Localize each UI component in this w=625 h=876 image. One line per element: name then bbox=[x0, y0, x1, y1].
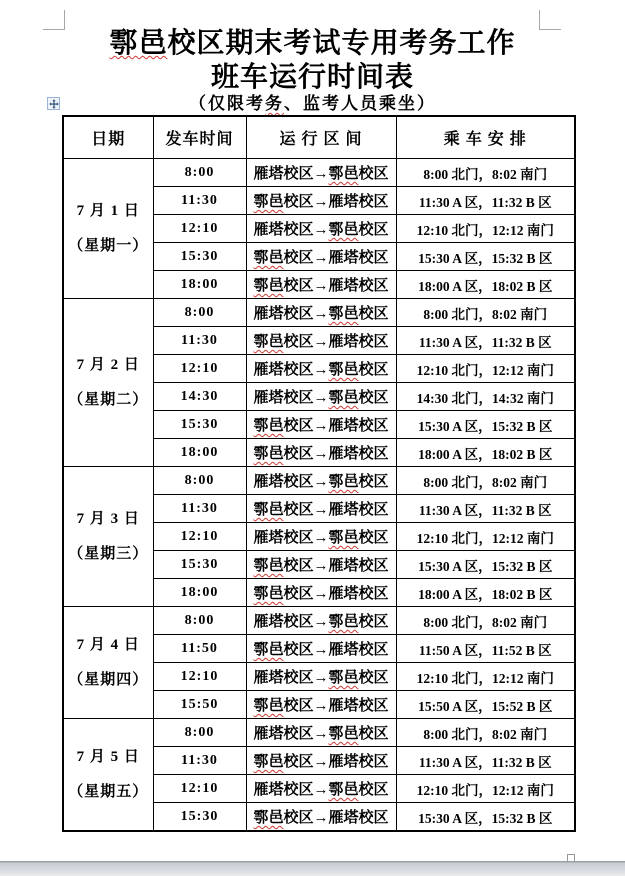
schedule-table bbox=[62, 115, 576, 832]
route-cell[interactable]: 鄠邑校区→雁塔校区 bbox=[246, 551, 396, 579]
time-cell[interactable]: 8:00 bbox=[153, 719, 246, 747]
column-header[interactable]: 乘 车 安 排 bbox=[396, 116, 575, 159]
table-row bbox=[63, 467, 575, 495]
time-cell[interactable]: 15:30 bbox=[153, 551, 246, 579]
column-header[interactable]: 运 行 区 间 bbox=[246, 116, 396, 159]
route-cell[interactable]: 雁塔校区→鄠邑校区 bbox=[246, 775, 396, 803]
time-cell[interactable]: 18:00 bbox=[153, 579, 246, 607]
route-cell[interactable]: 雁塔校区→鄠邑校区 bbox=[246, 467, 396, 495]
arrangement-cell[interactable]: 12:10 北门，12:12 南门 bbox=[396, 663, 575, 691]
time-cell[interactable]: 18:00 bbox=[153, 271, 246, 299]
header-row bbox=[63, 116, 575, 159]
route-cell[interactable]: 鄠邑校区→雁塔校区 bbox=[246, 187, 396, 215]
weekday-label: （星期四） bbox=[68, 671, 149, 688]
table-row bbox=[63, 719, 575, 747]
arrangement-cell[interactable]: 18:00 A 区，18:02 B 区 bbox=[396, 579, 575, 607]
arrangement-cell[interactable]: 8:00 北门，8:02 南门 bbox=[396, 467, 575, 495]
date-cell[interactable] bbox=[63, 299, 153, 467]
weekday-label: （星期五） bbox=[68, 783, 149, 800]
date-cell[interactable] bbox=[63, 607, 153, 719]
table-move-handle[interactable] bbox=[47, 97, 60, 110]
time-cell[interactable]: 15:30 bbox=[153, 243, 246, 271]
arrangement-cell[interactable]: 8:00 北门，8:02 南门 bbox=[396, 607, 575, 635]
time-cell[interactable]: 15:30 bbox=[153, 411, 246, 439]
arrangement-cell[interactable]: 12:10 北门，12:12 南门 bbox=[396, 775, 575, 803]
route-cell[interactable]: 雁塔校区→鄠邑校区 bbox=[246, 663, 396, 691]
time-cell[interactable]: 12:10 bbox=[153, 215, 246, 243]
arrangement-cell[interactable]: 11:50 A 区，11:52 B 区 bbox=[396, 635, 575, 663]
arrangement-cell[interactable]: 11:30 A 区，11:32 B 区 bbox=[396, 747, 575, 775]
date-label: 7 月 3 日 bbox=[76, 510, 140, 527]
route-cell[interactable]: 雁塔校区→鄠邑校区 bbox=[246, 299, 396, 327]
table-row bbox=[63, 159, 575, 187]
time-cell[interactable]: 11:30 bbox=[153, 747, 246, 775]
route-cell[interactable]: 雁塔校区→鄠邑校区 bbox=[246, 159, 396, 187]
weekday-label: （星期三） bbox=[68, 545, 149, 562]
date-label: 7 月 5 日 bbox=[76, 748, 140, 765]
time-cell[interactable]: 14:30 bbox=[153, 383, 246, 411]
page-bottom-edge bbox=[0, 861, 625, 876]
column-header[interactable]: 发车时间 bbox=[153, 116, 246, 159]
arrangement-cell[interactable]: 12:10 北门，12:12 南门 bbox=[396, 215, 575, 243]
time-cell[interactable]: 11:30 bbox=[153, 495, 246, 523]
route-cell[interactable]: 鄠邑校区→雁塔校区 bbox=[246, 803, 396, 832]
route-cell[interactable]: 雁塔校区→鄠邑校区 bbox=[246, 215, 396, 243]
date-label: 7 月 4 日 bbox=[76, 636, 140, 653]
time-cell[interactable]: 11:30 bbox=[153, 187, 246, 215]
arrangement-cell[interactable]: 18:00 A 区，18:02 B 区 bbox=[396, 271, 575, 299]
route-cell[interactable]: 鄠邑校区→雁塔校区 bbox=[246, 439, 396, 467]
arrangement-cell[interactable]: 14:30 北门，14:32 南门 bbox=[396, 383, 575, 411]
route-cell[interactable]: 雁塔校区→鄠邑校区 bbox=[246, 719, 396, 747]
time-cell[interactable]: 12:10 bbox=[153, 355, 246, 383]
arrangement-cell[interactable]: 15:30 A 区，15:32 B 区 bbox=[396, 803, 575, 832]
arrangement-cell[interactable]: 12:10 北门，12:12 南门 bbox=[396, 523, 575, 551]
date-cell[interactable] bbox=[63, 719, 153, 832]
time-cell[interactable]: 11:50 bbox=[153, 635, 246, 663]
route-cell[interactable]: 鄠邑校区→雁塔校区 bbox=[246, 327, 396, 355]
route-cell[interactable]: 鄠邑校区→雁塔校区 bbox=[246, 411, 396, 439]
arrangement-cell[interactable]: 12:10 北门，12:12 南门 bbox=[396, 355, 575, 383]
route-cell[interactable]: 鄠邑校区→雁塔校区 bbox=[246, 243, 396, 271]
weekday-label: （星期二） bbox=[68, 391, 149, 408]
weekday-label: （星期一） bbox=[68, 237, 149, 254]
time-cell[interactable]: 8:00 bbox=[153, 467, 246, 495]
column-header[interactable]: 日期 bbox=[63, 116, 153, 159]
title-line2[interactable]: 班车运行时间表 bbox=[210, 62, 414, 93]
arrangement-cell[interactable]: 18:00 A 区，18:02 B 区 bbox=[396, 439, 575, 467]
time-cell[interactable]: 15:30 bbox=[153, 803, 246, 832]
time-cell[interactable]: 18:00 bbox=[153, 439, 246, 467]
time-cell[interactable]: 15:50 bbox=[153, 691, 246, 719]
route-cell[interactable]: 雁塔校区→鄠邑校区 bbox=[246, 383, 396, 411]
time-cell[interactable]: 12:10 bbox=[153, 523, 246, 551]
document-subtitle[interactable]: （仅限考务、监考人员乘坐） bbox=[189, 94, 436, 113]
date-cell[interactable] bbox=[63, 467, 153, 607]
date-label: 7 月 2 日 bbox=[76, 356, 140, 373]
table-row bbox=[63, 299, 575, 327]
route-cell[interactable]: 鄠邑校区→雁塔校区 bbox=[246, 271, 396, 299]
route-cell[interactable]: 雁塔校区→鄠邑校区 bbox=[246, 607, 396, 635]
title-line1[interactable]: 鄠邑校区期末考试专用考务工作 bbox=[109, 28, 516, 59]
move-icon bbox=[49, 99, 59, 109]
date-cell[interactable] bbox=[63, 159, 153, 299]
arrangement-cell[interactable]: 15:30 A 区，15:32 B 区 bbox=[396, 243, 575, 271]
time-cell[interactable]: 11:30 bbox=[153, 327, 246, 355]
arrangement-cell[interactable]: 11:30 A 区，11:32 B 区 bbox=[396, 327, 575, 355]
arrangement-cell[interactable]: 11:30 A 区，11:32 B 区 bbox=[396, 187, 575, 215]
arrangement-cell[interactable]: 8:00 北门，8:02 南门 bbox=[396, 299, 575, 327]
time-cell[interactable]: 12:10 bbox=[153, 663, 246, 691]
route-cell[interactable]: 雁塔校区→鄠邑校区 bbox=[246, 355, 396, 383]
route-cell[interactable]: 雁塔校区→鄠邑校区 bbox=[246, 523, 396, 551]
route-cell[interactable]: 鄠邑校区→雁塔校区 bbox=[246, 747, 396, 775]
time-cell[interactable]: 8:00 bbox=[153, 299, 246, 327]
route-cell[interactable]: 鄠邑校区→雁塔校区 bbox=[246, 635, 396, 663]
schedule-body bbox=[63, 159, 575, 832]
arrangement-cell[interactable]: 15:50 A 区，15:52 B 区 bbox=[396, 691, 575, 719]
document-title[interactable] bbox=[0, 27, 625, 95]
route-cell[interactable]: 鄠邑校区→雁塔校区 bbox=[246, 579, 396, 607]
arrangement-cell[interactable]: 11:30 A 区，11:32 B 区 bbox=[396, 495, 575, 523]
time-cell[interactable]: 8:00 bbox=[153, 607, 246, 635]
arrangement-cell[interactable]: 15:30 A 区，15:32 B 区 bbox=[396, 551, 575, 579]
arrangement-cell[interactable]: 8:00 北门，8:02 南门 bbox=[396, 159, 575, 187]
arrangement-cell[interactable]: 8:00 北门，8:02 南门 bbox=[396, 719, 575, 747]
time-cell[interactable]: 12:10 bbox=[153, 775, 246, 803]
arrangement-cell[interactable]: 15:30 A 区，15:32 B 区 bbox=[396, 411, 575, 439]
route-cell[interactable]: 鄠邑校区→雁塔校区 bbox=[246, 691, 396, 719]
time-cell[interactable]: 8:00 bbox=[153, 159, 246, 187]
date-label: 7 月 1 日 bbox=[76, 202, 140, 219]
table-row bbox=[63, 607, 575, 635]
route-cell[interactable]: 鄠邑校区→雁塔校区 bbox=[246, 495, 396, 523]
